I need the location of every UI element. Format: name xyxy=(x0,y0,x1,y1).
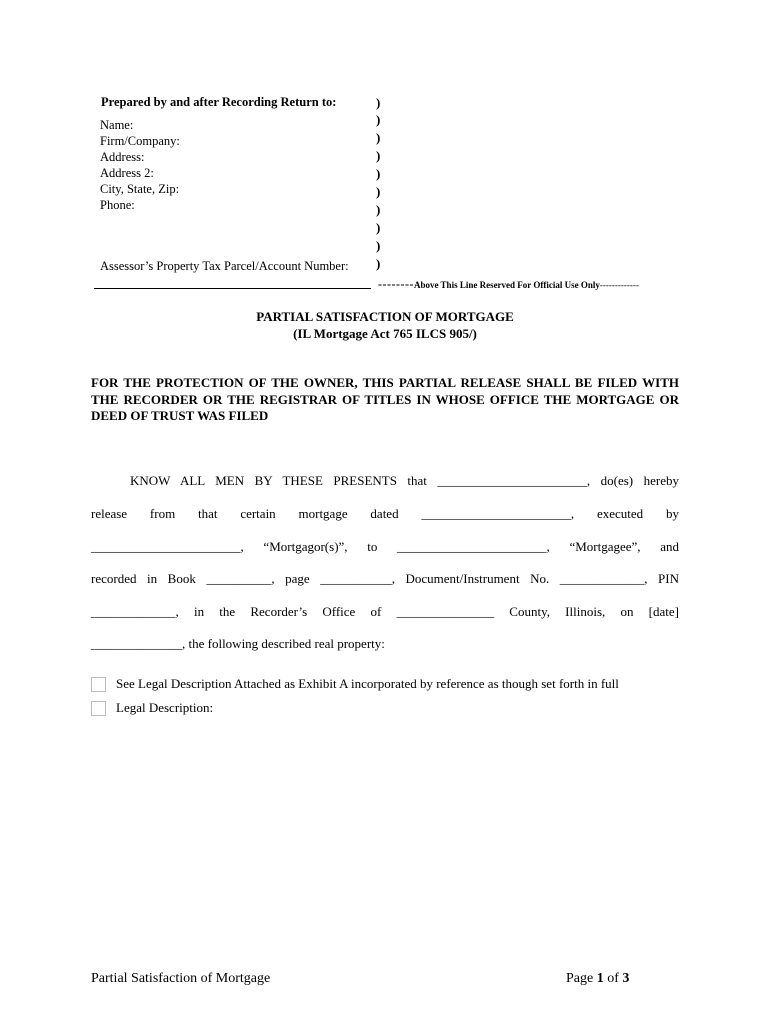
bracket-mark: ) xyxy=(376,238,381,253)
bracket-mark: ) xyxy=(376,95,381,110)
reserved-tail: ------------- xyxy=(599,280,639,290)
bracket-mark: ) xyxy=(376,166,381,181)
of-word: of xyxy=(607,971,619,986)
bracket-mark: ) xyxy=(376,256,381,271)
body-line-5: _____________, in the Recorder’s Office of _______________ County, Illinois, on [date] xyxy=(91,604,679,619)
firm-company-label: Firm/Company: xyxy=(100,134,180,148)
name-label: Name: xyxy=(100,118,134,132)
current-page: 1 xyxy=(596,971,604,986)
city-state-zip-label: City, State, Zip: xyxy=(100,182,180,196)
bracket-mark: ) xyxy=(376,148,381,163)
exhibit-option-label: See Legal Description Attached as Exhibit A incorporated by reference as though set forth in full xyxy=(116,676,619,691)
document-subtitle: (IL Mortgage Act 765 ILCS 905/) xyxy=(293,326,477,341)
reserved-text: Above This Line Reserved For Official Use Only xyxy=(413,280,600,290)
reserved-dashes: -------- xyxy=(378,277,414,291)
bracket-mark: ) xyxy=(376,184,381,199)
parcel-number-label: Assessor’s Property Tax Parcel/Account Number: xyxy=(100,259,349,273)
legal-description-checkbox[interactable] xyxy=(91,701,106,716)
document-title: PARTIAL SATISFACTION OF MORTGAGE xyxy=(256,309,514,324)
body-line-1: KNOW ALL MEN BY THESE PRESENTS that _______________________, do(es) hereby xyxy=(130,473,679,488)
bracket-mark: ) xyxy=(376,202,381,217)
legal-description-label: Legal Description: xyxy=(116,700,214,715)
body-line-2: release from that certain mortgage dated _______________________, executed by xyxy=(91,506,679,521)
bracket-mark: ) xyxy=(376,112,381,127)
page-word: Page xyxy=(566,971,594,986)
exhibit-checkbox[interactable] xyxy=(91,677,106,692)
reserved-line-note xyxy=(378,277,639,292)
body-line-3: _______________________, “Mortgagor(s)”, to _______________________, “Mortgagee”, and xyxy=(91,539,679,554)
address-2-label: Address 2: xyxy=(100,166,154,180)
filing-warning: FOR THE PROTECTION OF THE OWNER, THIS PARTIAL RELEASE SHALL BE FILED WITH THE RECORDER OR THE REGISTRAR OF TITLES IN WHOSE OFFICE THE MORTGAGE OR DEED OF TRUST WAS FILED xyxy=(91,375,679,423)
bracket-mark: ) xyxy=(376,220,381,235)
phone-label: Phone: xyxy=(100,198,135,212)
prepared-by-heading: Prepared by and after Recording Return to: xyxy=(101,95,337,109)
body-line-6: ______________, the following described real property: xyxy=(91,636,385,651)
footer-document-name: Partial Satisfaction of Mortgage xyxy=(91,971,271,986)
exhibit-option[interactable] xyxy=(91,676,619,692)
bracket-mark: ) xyxy=(376,130,381,145)
total-pages: 3 xyxy=(622,971,630,986)
address-label: Address: xyxy=(100,150,145,164)
legal-description-option[interactable] xyxy=(91,700,213,716)
footer-page-number xyxy=(566,971,629,987)
header-divider-line xyxy=(94,288,371,289)
body-line-4: recorded in Book __________, page ___________, Document/Instrument No. _____________, PIN xyxy=(91,571,679,586)
